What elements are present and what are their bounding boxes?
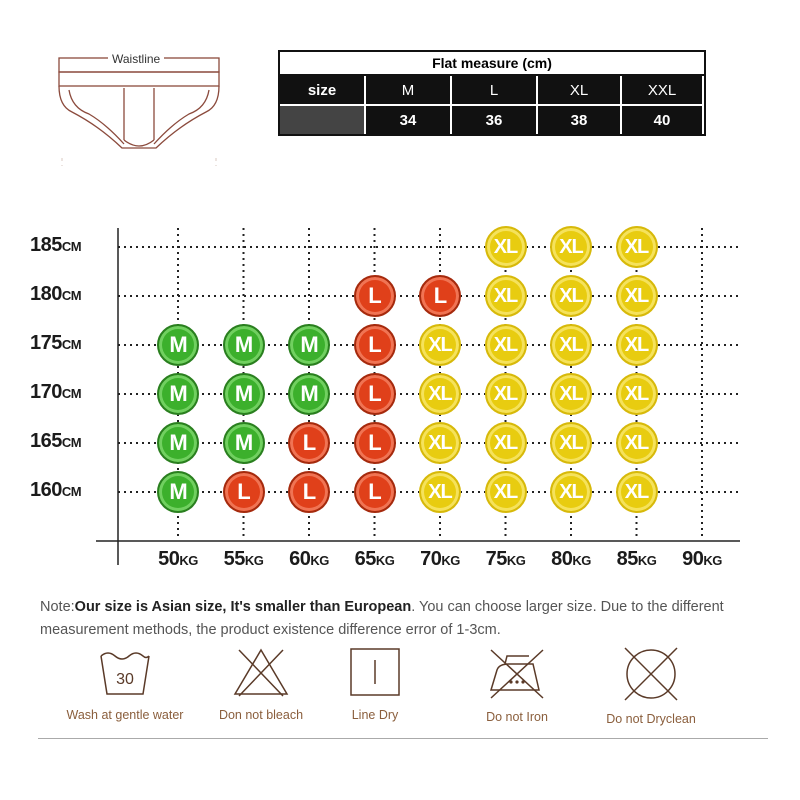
table-title: Flat measure (cm): [280, 52, 704, 76]
size-badge-m: M: [223, 324, 265, 366]
weight-unit: KG: [506, 553, 526, 568]
weight-unit: KG: [244, 553, 264, 568]
weight-label: [667, 548, 737, 571]
size-badge-m: M: [157, 324, 199, 366]
size-badge-xl: XL: [485, 422, 527, 464]
size-badge-xl: XL: [550, 422, 592, 464]
weight-value: 75: [485, 548, 507, 570]
care-iron: [452, 646, 582, 724]
height-unit: CM: [61, 288, 82, 303]
height-label: [30, 234, 110, 257]
weight-label: [602, 548, 672, 571]
weight-label: [536, 548, 606, 571]
weight-label: [209, 548, 279, 571]
height-label: [30, 332, 110, 355]
weight-value: 60: [289, 548, 311, 570]
weight-unit: KG: [572, 553, 591, 568]
measure-cell: 34: [366, 106, 450, 134]
size-cell: XXL: [622, 76, 702, 104]
wash-30-icon: [97, 646, 153, 698]
weight-value: 70: [420, 548, 442, 570]
care-bleach: [196, 646, 326, 722]
no-iron-icon: [485, 646, 549, 700]
height-label: [30, 430, 110, 453]
weight-unit: KG: [375, 553, 395, 568]
line-dry-icon: [348, 646, 402, 698]
care-label: Don not bleach: [218, 708, 304, 722]
weight-label: [340, 548, 410, 571]
size-cell: L: [452, 76, 536, 104]
size-cell: M: [366, 76, 450, 104]
care-label: Do not Dryclean: [606, 712, 696, 726]
height-unit: CM: [61, 386, 82, 401]
weight-value: 55: [223, 548, 245, 570]
height-value: 170: [30, 381, 62, 403]
height-unit: CM: [61, 239, 82, 254]
size-badge-xl: XL: [485, 373, 527, 415]
size-badge-m: M: [288, 324, 330, 366]
size-badge-xl: XL: [616, 324, 658, 366]
height-value: 185: [30, 234, 62, 256]
size-header-cell: size: [280, 76, 364, 104]
height-value: 165: [30, 430, 62, 452]
measure-cell: 36: [452, 106, 536, 134]
size-badge-xl: XL: [550, 275, 592, 317]
size-badge-m: M: [157, 471, 199, 513]
size-badge-l: L: [288, 422, 330, 464]
size-note: [40, 596, 770, 642]
height-label: [30, 283, 110, 306]
size-badge-xl: XL: [550, 471, 592, 513]
size-badge-xl: XL: [550, 324, 592, 366]
size-badge-xl: XL: [550, 226, 592, 268]
weight-value: 90: [682, 548, 704, 570]
weight-value: 50: [158, 548, 180, 570]
weight-unit: KG: [703, 553, 722, 568]
size-cell: XL: [538, 76, 620, 104]
measure-cell: 38: [538, 106, 620, 134]
height-value: 180: [30, 283, 62, 305]
size-badge-l: L: [354, 275, 396, 317]
size-badge-xl: XL: [485, 471, 527, 513]
care-label: Line Dry: [351, 708, 399, 722]
note-prefix: Note:: [40, 599, 75, 615]
note-bold: Our size is Asian size, It's smaller than European: [74, 599, 412, 615]
size-badge-xl: XL: [616, 275, 658, 317]
care-label: Wash at gentle water: [66, 708, 184, 722]
weight-value: 65: [354, 548, 376, 570]
size-badge-xl: XL: [485, 226, 527, 268]
care-linedry: [310, 646, 440, 722]
weight-unit: KG: [441, 553, 460, 568]
size-badge-xl: XL: [419, 373, 461, 415]
height-unit: CM: [61, 337, 82, 352]
size-badge-m: M: [223, 422, 265, 464]
size-badge-l: L: [288, 471, 330, 513]
size-badge-xl: XL: [419, 471, 461, 513]
size-badge-l: L: [354, 471, 396, 513]
care-label: Do not Iron: [486, 710, 548, 724]
size-badge-m: M: [223, 373, 265, 415]
height-value: 175: [30, 332, 62, 354]
size-badge-l: L: [419, 275, 461, 317]
size-badge-xl: XL: [419, 422, 461, 464]
no-dryclean-icon: [621, 646, 681, 702]
height-unit: CM: [61, 435, 82, 450]
weight-value: 85: [616, 548, 638, 570]
waistline-label: Waistline: [108, 52, 164, 66]
size-badge-m: M: [157, 422, 199, 464]
care-dryclean: [586, 646, 716, 726]
size-badge-xl: XL: [419, 324, 461, 366]
measure-cell: 40: [622, 106, 702, 134]
weight-label: [274, 548, 344, 571]
size-badge-xl: XL: [616, 422, 658, 464]
svg-text:30: 30: [116, 671, 134, 688]
height-label: [30, 479, 110, 502]
size-badge-m: M: [288, 373, 330, 415]
weight-unit: KG: [179, 553, 198, 568]
size-badge-xl: XL: [485, 275, 527, 317]
care-wash: [60, 646, 190, 722]
height-label: [30, 381, 110, 404]
size-badge-xl: XL: [550, 373, 592, 415]
bottom-divider: [38, 738, 768, 739]
size-badge-l: L: [354, 422, 396, 464]
no-bleach-icon: [231, 646, 291, 698]
height-unit: CM: [61, 484, 82, 499]
size-badge-xl: XL: [616, 471, 658, 513]
size-badge-l: L: [354, 373, 396, 415]
size-badge-xl: XL: [616, 226, 658, 268]
height-value: 160: [30, 479, 62, 501]
weight-value: 80: [551, 548, 573, 570]
size-badge-xl: XL: [485, 324, 527, 366]
size-badge-m: M: [157, 373, 199, 415]
size-badge-xl: XL: [616, 373, 658, 415]
weight-label: [143, 548, 213, 571]
weight-label: [471, 548, 541, 571]
size-badge-l: L: [354, 324, 396, 366]
weight-unit: KG: [637, 553, 657, 568]
weight-label: [405, 548, 475, 571]
size-badge-l: L: [223, 471, 265, 513]
note-rest: . You can choose larger size. Due to the different measurement methods, the product existence difference error of 1-3cm.: [40, 599, 724, 638]
weight-unit: KG: [310, 553, 329, 568]
